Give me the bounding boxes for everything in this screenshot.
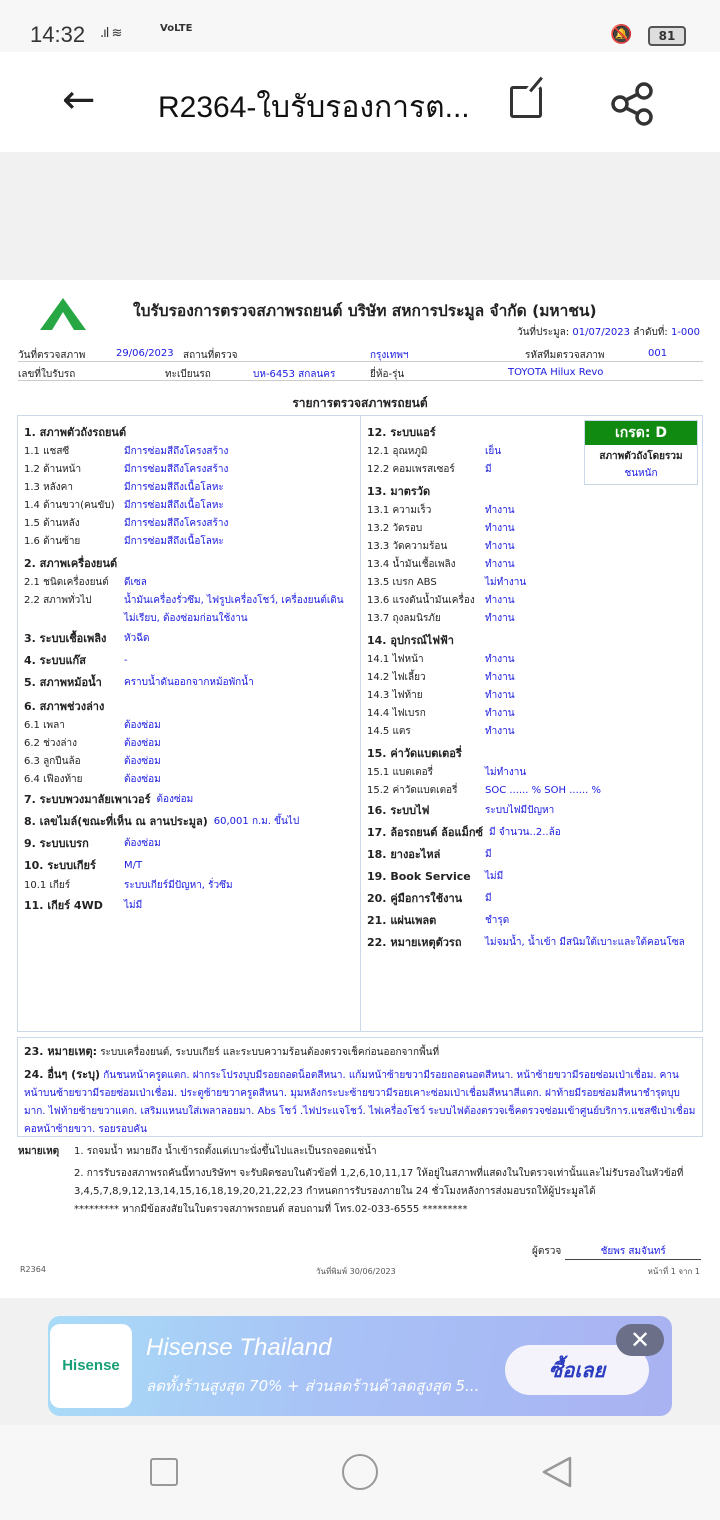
item-label: 13.3 วัดความร้อน: [367, 541, 448, 552]
status-bar: [0, 0, 720, 52]
navigation-bar: [0, 1425, 720, 1520]
item-value: มี: [485, 893, 492, 904]
inspection-item: [367, 610, 696, 628]
item-value: ไม่มี: [485, 871, 504, 882]
item-value: ทำงาน: [485, 559, 515, 570]
item-value: M/T: [124, 860, 143, 871]
inspection-item: [367, 866, 696, 888]
item-label: 14.1 ไฟหน้า: [367, 654, 424, 665]
print-date: วันที่พิมพ์ 30/06/2023: [316, 1267, 396, 1276]
inspection-table: [17, 415, 703, 1032]
inspection-item: [367, 822, 696, 844]
item-label: 16. ระบบไฟ: [367, 804, 430, 817]
footer-code: R2364: [20, 1265, 46, 1274]
item-value: ทำงาน: [485, 613, 515, 624]
item-label: 12. ระบบแอร์: [367, 426, 436, 439]
remark-24: กันชนหน้าครูดแตก. ฝากระโปรงบุบมีรอยถอดน็อตสีหนา. แก้มหน้าซ้ายขวามีรอยถอดนอตสีหนา. หน้าซ้ายขวามีรอยซ่อมเป่าเชื่อม. คานหน้าบนซ้ายขวามีรอยซ่อมเป่าเชื่อม. ประตูซ้ายขวาครูดสีหนา. มุมหลังกระบะซ้ายขวามีรอยเคาะซ่อมเป่าเชื่อมสีหนาสีแตก. ฝาท้ายมีรอยซ่อมสีหนาชำรุดบุบมาก. ไฟท้ายซ้ายขวาแตก. เสริมแหนบใส่เพลาลอยมา. Abs โชว์ .ไฟประแจโชว์. ไฟเครื่องโชว์ ระบบไฟต้องตรวจเช็คตรวจซ่อมเข้าศูนย์บริการ.แชสซีเป่าเชื่อมคอหน้าซ้ายขวา. รอยรอบคัน: [24, 1070, 696, 1135]
inspection-item: [24, 789, 354, 811]
item-value: ไม่ทำงาน: [485, 767, 527, 778]
grade-label: เกรด: D: [585, 421, 697, 445]
item-value: ทำงาน: [485, 595, 515, 606]
inspection-item: [367, 574, 696, 592]
item-value: ไม่จมน้ำ, น้ำเข้า มีสนิมใต้เบาะและใต้คอนโซล: [485, 937, 685, 948]
inspection-item: [367, 556, 696, 574]
item-label: 13.6 แรงดันน้ำมันเครื่อง: [367, 595, 475, 606]
inspection-item: [24, 753, 354, 771]
inspection-item: [24, 479, 354, 497]
item-value: คราบน้ำดันออกจากหม้อพักน้ำ: [124, 677, 254, 688]
inspection-item: [367, 932, 696, 954]
item-value: มีการซ่อมสีถึงเนื้อโลหะ: [124, 536, 224, 547]
item-label: 14.2 ไฟเลี้ยว: [367, 672, 426, 683]
item-value: ไม่ทำงาน: [485, 577, 527, 588]
item-value: น้ำมันเครื่องรั่วซึม, ไฟรูปเครื่องโชว์, เครื่องยนต์เดินไม่เรียบ, ต้องซ่อมก่อนใช้งาน: [124, 595, 344, 624]
inspection-item: [24, 533, 354, 551]
close-icon[interactable]: ✕: [616, 1324, 664, 1356]
inspection-item: [24, 515, 354, 533]
item-label: 21. แผ่นเพลต: [367, 914, 437, 927]
item-label: 2. สภาพเครื่องยนต์: [24, 557, 118, 570]
item-label: 11. เกียร์ 4WD: [24, 899, 103, 912]
item-label: 6.4 เฟืองท้าย: [24, 774, 83, 785]
left-column: [18, 416, 361, 1031]
inspection-item: [24, 697, 354, 717]
item-label: 2.1 ชนิดเครื่องยนต์: [24, 577, 109, 588]
item-value: ไม่มี: [124, 900, 143, 911]
inspection-item: [367, 888, 696, 910]
inspection-item: [367, 744, 696, 764]
inspection-item: [367, 844, 696, 866]
item-value: ทำงาน: [485, 541, 515, 552]
item-value: มีการซ่อมสีถึงเนื้อโลหะ: [124, 482, 224, 493]
clock: 14:32: [30, 22, 86, 47]
item-label: 1.1 แชสซี: [24, 446, 70, 457]
note-1: 1. รถจมน้ำ หมายถึง น้ำเข้ารถตั้งแต่เบาะนั่งขึ้นไปและเป็นรถจอดแช่น้ำ: [74, 1146, 377, 1157]
item-label: 1.2 ด้านหน้า: [24, 464, 82, 475]
item-label: 9. ระบบเบรก: [24, 837, 89, 850]
inspection-item: [24, 554, 354, 574]
item-label: 13.2 วัดรอบ: [367, 523, 423, 534]
item-label: 5. สภาพหม้อน้ำ: [24, 676, 102, 689]
item-label: 10. ระบบเกียร์: [24, 859, 96, 872]
item-label: 3. ระบบเชื้อเพลิง: [24, 632, 107, 645]
item-label: 15.2 ค่าวัดแบตเตอรี่: [367, 785, 458, 796]
item-label: 13.4 น้ำมันเชื้อเพลิง: [367, 559, 456, 570]
inspection-item: [24, 855, 354, 877]
volte-icon: VoLTE: [160, 23, 193, 34]
edit-icon[interactable]: [510, 86, 542, 118]
item-label: 2.2 สภาพทั่วไป: [24, 595, 92, 606]
item-value: มีการซ่อมสีถึงโครงสร้าง: [124, 464, 229, 475]
page-title: R2364-ใบรับรองการต...: [158, 91, 470, 124]
recents-button[interactable]: [150, 1458, 178, 1486]
item-label: 1.6 ด้านซ้าย: [24, 536, 81, 547]
hisense-logo: Hisense: [50, 1324, 132, 1408]
item-label: 12.1 อุณหภูมิ: [367, 446, 428, 457]
item-value: ดีเซล: [124, 577, 147, 588]
inspection-item: [24, 461, 354, 479]
item-label: 12.2 คอมเพรสเซอร์: [367, 464, 455, 475]
buy-now-button[interactable]: ซื้อเลย: [505, 1345, 649, 1395]
document-title: ใบรับรองการตรวจสภาพรถยนต์ บริษัท สหการประมูล จำกัด (มหาชน): [133, 302, 597, 320]
item-label: 6.1 เพลา: [24, 720, 65, 731]
item-label: 22. หมายเหตุตัวรถ: [367, 936, 462, 949]
note-2: 2. การรับรองสภาพรถคันนี้ทางบริษัทฯ จะรับผิดชอบในตัวข้อที่ 1,2,6,10,11,17 ให้อยู่ในสภาพที่แสดงในใบตรวจเท่านั้นและไม่รับรองในหัวข้อที่ 3,4,5,7,8,9,12,13,14,15,16,18,19,20,21,22,23 กำหนดการรับรองภายใน 24 ชั่วโมงหลังการส่งมอบรถให้ผู้ประมูลได้: [74, 1168, 684, 1197]
inspection-item: [24, 735, 354, 753]
remarks-box: 23. หมายเหตุ: ระบบเครื่องยนต์, ระบบเกียร์ และระบบความร้อนต้องตรวจเช็คก่อนออกจากพื้นที่ 24. อื่นๆ (ระบุ) กันชนหน้าครูดแตก. ฝากระโปรงบุบมีรอยถอดน็อตสีหนา. แก้มหน้าซ้ายขวามีรอยถอดนอตสีหนา. หน้าซ้ายขวามีรอยซ่อมเป่าเชื่อม. คานหน้าบนซ้ายขวามีรอยซ่อมเป่าเชื่อม. ประตูซ้ายขวาครูดสีหนา. มุมหลังกระบะซ้ายขวามีรอยเคาะซ่อมเป่าเชื่อมสีหนาสีแตก. ฝาท้ายมีรอยซ่อมสีหนาชำรุดบุบมาก. ไฟท้ายซ้ายขวาแตก. เสริมแหนบใส่เพลาลอยมา. Abs โชว์ .ไฟประแจโชว์. ไฟเครื่องโชว์ ระบบไฟต้องตรวจเช็คตรวจซ่อมเข้าศูนย์บริการ.แชสซีเป่าเชื่อมคอหน้าซ้ายขวา. รอยรอบคัน: [17, 1037, 703, 1137]
item-label: 10.1 เกียร์: [24, 880, 71, 891]
item-label: 15. ค่าวัดแบตเตอรี่: [367, 747, 462, 760]
item-value: เย็น: [485, 446, 502, 457]
item-value: มี จำนวน..2..ล้อ: [488, 827, 561, 838]
inspection-item: [367, 782, 696, 800]
item-label: 6.2 ช่วงล่าง: [24, 738, 77, 749]
inspection-item: [367, 520, 696, 538]
item-value: ต้องซ่อม: [124, 756, 161, 767]
car-model: TOYOTA Hilux Revo: [508, 367, 604, 378]
item-label: 20. คู่มือการใช้งาน: [367, 892, 463, 905]
item-label: 6. สภาพช่วงล่าง: [24, 700, 105, 713]
ad-subtitle: ลดทั้งร้านสูงสุด 70% + ส่วนลดร้านค้าลดสูงสุด 5...: [146, 1377, 480, 1395]
app-bar: [0, 52, 720, 152]
back-arrow-icon[interactable]: ←: [62, 77, 96, 123]
inspection-item: [367, 592, 696, 610]
back-button[interactable]: [540, 1455, 574, 1489]
item-value: มีการซ่อมสีถึงโครงสร้าง: [124, 446, 229, 457]
item-value: มี: [485, 464, 492, 475]
inspection-item: [367, 910, 696, 932]
inspection-item: [24, 423, 354, 443]
team-code: 001: [648, 348, 668, 359]
item-label: 4. ระบบแก๊ส: [24, 654, 86, 667]
item-label: 1.5 ด้านหลัง: [24, 518, 80, 529]
vibrate-icon: 🔕: [610, 24, 633, 45]
inspection-item: [24, 771, 354, 789]
item-value: ทำงาน: [485, 726, 515, 737]
item-label: 13.1 ความเร็ว: [367, 505, 432, 516]
inspection-item: [24, 833, 354, 855]
sequence-number: 1-000: [670, 327, 700, 338]
item-value: SOC ...... % SOH ...... %: [485, 785, 601, 796]
inspection-item: [24, 650, 354, 672]
inspection-item: [24, 443, 354, 461]
item-value: ทำงาน: [485, 690, 515, 701]
item-label: 13.5 เบรก ABS: [367, 577, 437, 588]
inspection-item: [24, 877, 354, 895]
license-plate: บห-6453 สกลนคร: [253, 369, 336, 380]
item-value: มีการซ่อมสีถึงเนื้อโลหะ: [124, 500, 224, 511]
item-label: 14.5 แตร: [367, 726, 411, 737]
info-row-1: วันที่ตรวจสภาพ 29/06/2023 สถานที่ตรวจ กรุงเทพฯ รหัสทีมตรวจสภาพ 001: [18, 346, 703, 362]
item-value: -: [124, 655, 128, 666]
inspection-item: [367, 502, 696, 520]
item-value: ต้องซ่อม: [124, 720, 161, 731]
union-auction-logo: [40, 298, 86, 342]
auction-meta: วันที่ประมูล: 01/07/2023 ลำดับที่: 1-000: [516, 327, 700, 338]
item-label: 15.1 แบตเตอรี่: [367, 767, 434, 778]
auction-date: 01/07/2023: [572, 327, 631, 338]
item-value: ทำงาน: [485, 505, 515, 516]
item-label: 14.3 ไฟท้าย: [367, 690, 423, 701]
share-icon[interactable]: [610, 82, 656, 126]
item-label: 14. อุปกรณ์ไฟฟ้า: [367, 634, 454, 647]
inspection-item: [24, 497, 354, 515]
inspector: ผู้ตรวจ ชัยพร สมจันทร์: [532, 1244, 701, 1260]
inspection-item: [367, 764, 696, 782]
inspection-item: [24, 574, 354, 592]
battery-icon: 81: [648, 26, 686, 46]
home-button[interactable]: [342, 1454, 378, 1490]
inspection-item: [367, 687, 696, 705]
item-value: ชำรุด: [485, 915, 510, 926]
inspector-name: ชัยพร สมจันทร์: [565, 1244, 701, 1260]
overall-condition: ชนหนัก: [624, 468, 658, 479]
item-value: หัวฉีด: [124, 633, 150, 644]
item-label: 18. ยางอะไหล่: [367, 848, 441, 861]
item-label: 1.4 ด้านขวา(คนขับ): [24, 500, 115, 511]
item-value: ทำงาน: [485, 654, 515, 665]
item-value: ระบบไฟมีปัญหา: [485, 805, 555, 816]
inspect-place: กรุงเทพฯ: [370, 350, 409, 361]
item-label: 6.3 ลูกปืนล้อ: [24, 756, 81, 767]
item-value: ต้องซ่อม: [124, 774, 161, 785]
info-row-2: เลขที่ใบรับรถ ทะเบียนรถ บห-6453 สกลนคร ยี่ห้อ-รุ่น TOYOTA Hilux Revo: [18, 365, 703, 381]
item-label: 13.7 ถุงลมนิรภัย: [367, 613, 441, 624]
inspection-item: [367, 482, 696, 502]
inspection-item: [367, 723, 696, 741]
inspection-item: [24, 895, 354, 917]
item-label: 13. มาตรวัด: [367, 485, 431, 498]
item-value: ต้องซ่อม: [124, 838, 161, 849]
inspection-item: [367, 800, 696, 822]
signal-icon: .ıl ≋: [100, 26, 122, 41]
item-label: 7. ระบบพวงมาลัยเพาเวอร์: [24, 793, 151, 806]
item-label: 14.4 ไฟเบรก: [367, 708, 426, 719]
page-number: หน้าที่ 1 จาก 1: [647, 1267, 700, 1276]
inspection-document: [0, 280, 720, 1298]
item-label: 1.3 หลังคา: [24, 482, 73, 493]
item-value: ต้องซ่อม: [156, 794, 194, 805]
grade-box: เกรด: D สภาพตัวถังโดยรวม ชนหนัก: [584, 420, 698, 485]
ad-banner[interactable]: [48, 1316, 672, 1416]
ad-title: Hisense Thailand: [146, 1334, 332, 1361]
remark-23: ระบบเครื่องยนต์, ระบบเกียร์ และระบบความร้อนต้องตรวจเช็คก่อนออกจากพื้นที่: [100, 1047, 440, 1058]
inspection-item: [367, 651, 696, 669]
section-title: รายการตรวจสภาพรถยนต์: [292, 396, 428, 410]
inspection-item: [24, 628, 354, 650]
inspection-item: [24, 811, 354, 833]
inspection-item: [367, 669, 696, 687]
item-label: 19. Book Service: [367, 870, 471, 883]
inspection-item: [367, 538, 696, 556]
notes: หมายเหตุ 1. รถจมน้ำ หมายถึง น้ำเข้ารถตั้งแต่เบาะนั่งขึ้นไปและเป็นรถจอดแช่น้ำ 2. การรับรองสภาพรถคันนี้ทางบริษัทฯ จะรับผิดชอบในตัวข้อที่ 1,2,6,10,11,17 ให้อยู่ในสภาพที่แสดงในใบตรวจเท่านั้นและไม่รับรองในหัวข้อที่ 3,4,5,7,8,9,12,13,14,15,16,18,19,20,21,22,23 กำหนดการรับรองภายใน 24 ชั่วโมงหลังการส่งมอบรถให้ผู้ประมูลได้ ********* หากมีข้อสงสัยในใบตรวจสภาพรถยนต์ สอบถามที่ โทร.02-033-6555 *********: [18, 1143, 703, 1219]
item-value: 60,001 ก.ม. ขึ้นไป: [213, 816, 300, 827]
inspect-date: 29/06/2023: [116, 348, 174, 359]
note-3: ********* หากมีข้อสงสัยในใบตรวจสภาพรถยนต์ สอบถามที่ โทร.02-033-6555 *********: [74, 1204, 468, 1215]
right-column: [361, 416, 702, 1031]
item-label: 1. สภาพตัวถังรถยนต์: [24, 426, 127, 439]
inspection-item: [24, 672, 354, 694]
inspection-item: [367, 631, 696, 651]
item-value: ระบบเกียร์มีปัญหา, รั่วซึม: [124, 880, 233, 891]
inspection-item: [24, 717, 354, 735]
item-value: มีการซ่อมสีถึงโครงสร้าง: [124, 518, 229, 529]
inspection-item: [24, 592, 354, 628]
item-value: ทำงาน: [485, 672, 515, 683]
item-value: ทำงาน: [485, 708, 515, 719]
item-value: ทำงาน: [485, 523, 515, 534]
item-value: มี: [485, 849, 492, 860]
inspection-item: [367, 705, 696, 723]
item-label: 8. เลขไมล์(ขณะที่เห็น ณ ลานประมูล): [24, 815, 208, 828]
item-label: 17. ล้อรถยนต์ ล้อแม็กซ์: [367, 826, 483, 839]
item-value: ต้องซ่อม: [124, 738, 161, 749]
